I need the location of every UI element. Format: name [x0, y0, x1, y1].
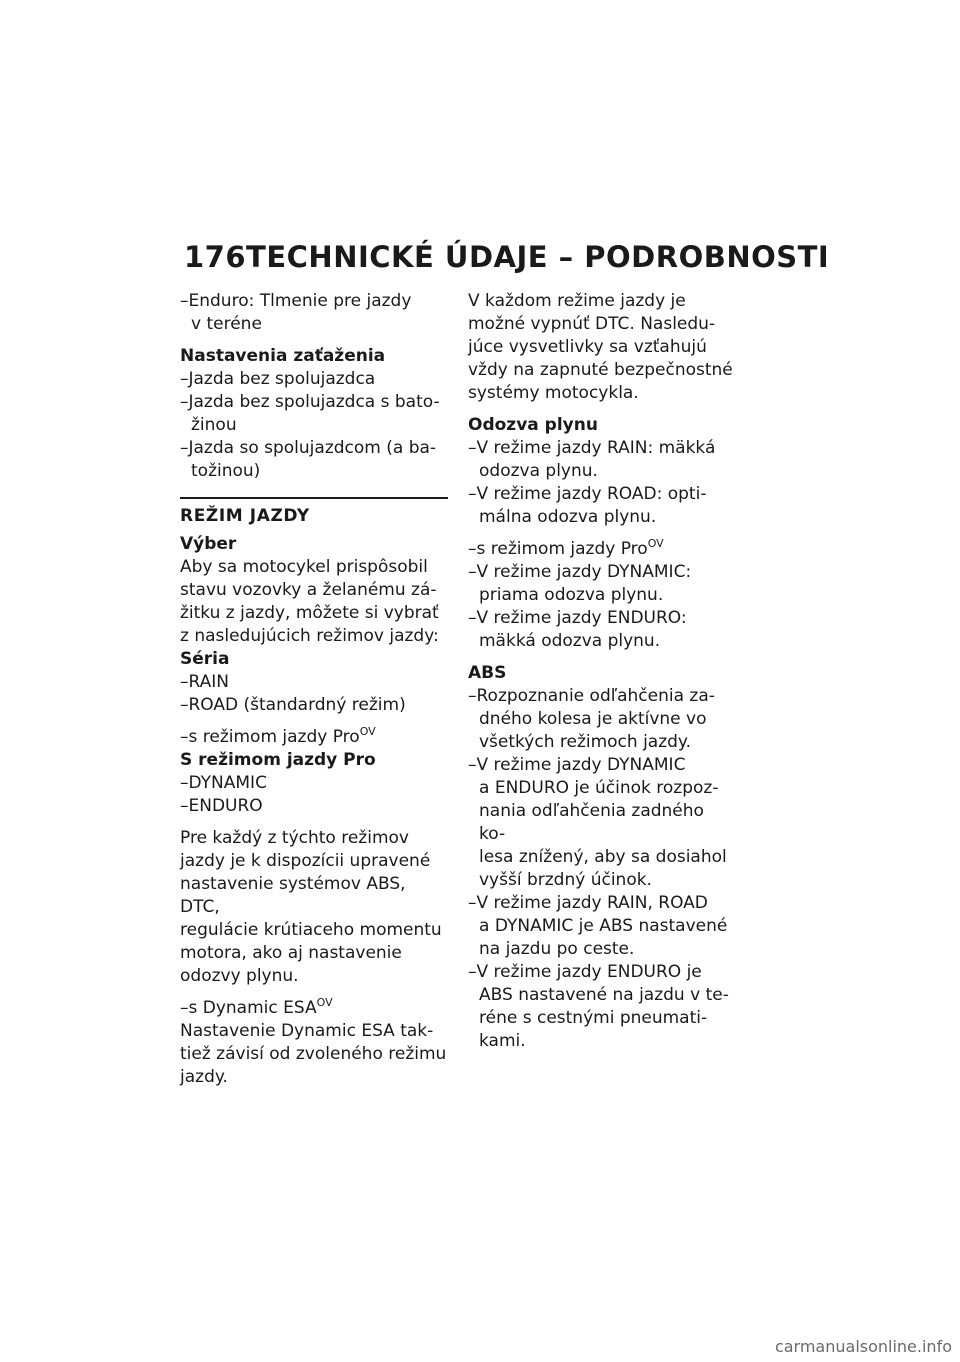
ov-superscript: OV — [359, 725, 376, 738]
throttle-item-1: –V režime jazdy RAIN: mäkká — [468, 438, 716, 458]
left-column — [180, 290, 448, 1089]
esa-note: –s Dynamic $ESA^{OV}$ — [180, 996, 333, 1018]
abs-item-1-cont: dného kolesa je aktívne vo — [479, 709, 707, 729]
pro-note-right: –s režimom jazdy Pro$^{OV}$ — [468, 537, 664, 559]
dtc-text-2: možné vypnúť DTC. Nasledu- — [468, 314, 716, 334]
load-item-3-cont: tožinou) — [191, 461, 261, 481]
section-heading: REŽIM JAZDY — [180, 506, 310, 526]
esa-text-1: Nastavenie Dynamic ESA tak- — [180, 1021, 434, 1041]
throttle-heading: Odozva plynu — [468, 415, 598, 435]
ov-superscript: OV — [647, 537, 664, 550]
dtc-text-5: systémy motocykla. — [468, 383, 639, 403]
dtc-text-3: júce vysvetlivky sa vzťahujú — [468, 337, 707, 357]
series-heading: Séria — [180, 649, 230, 669]
mode-road: –ROAD (štandardný režim) — [180, 695, 406, 715]
throttle-item-4: –V režime jazdy ENDURO: — [468, 608, 687, 628]
throttle-item-1-cont: odozva plynu. — [479, 461, 598, 481]
load-item-2-cont: žinou — [191, 415, 237, 435]
abs-item-3-cont: na jazdu po ceste. — [479, 939, 635, 959]
modes-paragraph-1: Pre každý z týchto režimov — [180, 828, 409, 848]
modes-paragraph-5: motora, ako aj nastavenie — [180, 943, 402, 963]
modes-paragraph-4: regulácie krútiaceho momentu — [180, 920, 442, 940]
mode-enduro: –ENDURO — [180, 796, 263, 816]
esa-text-3: jazdy. — [180, 1067, 228, 1087]
throttle-item-2-cont: málna odozva plynu. — [479, 507, 657, 527]
load-item-1: –Jazda bez spolujazdca — [180, 369, 376, 389]
load-heading: Nastavenia zaťaženia — [180, 346, 386, 366]
selection-text-4: z nasledujúcich režimov jazdy: — [180, 626, 439, 646]
modes-paragraph-2: jazdy je k dispozícii upravené — [180, 851, 431, 871]
selection-text-1: Aby sa motocykel prispôsobil — [180, 557, 428, 577]
abs-item-1-cont: všetkých režimoch jazdy. — [479, 732, 691, 752]
ov-superscript: OV — [316, 996, 333, 1009]
abs-item-2-cont: vyšší brzdný účinok. — [479, 870, 652, 890]
pro-heading: S režimom jazdy Pro — [180, 750, 376, 770]
right-column — [468, 290, 734, 1053]
mode-dynamic: –DYNAMIC — [180, 773, 267, 793]
abs-item-4-cont: réne s cestnými pneumati- — [479, 1008, 708, 1028]
abs-item-2: –V režime jazdy DYNAMIC — [468, 755, 686, 775]
enduro-line-cont: v teréne — [191, 314, 262, 334]
abs-item-3: –V režime jazdy RAIN, ROAD — [468, 893, 708, 913]
load-item-3: –Jazda so spolujazdcom (a ba- — [180, 438, 437, 458]
abs-item-2-cont: nania odľahčenia zadného ko- — [479, 801, 704, 844]
page-number: 176 — [184, 240, 247, 274]
abs-item-1: –Rozpoznanie odľahčenia za- — [468, 686, 715, 706]
throttle-item-2: –V režime jazdy ROAD: opti- — [468, 484, 707, 504]
abs-item-2-cont: lesa znížený, aby sa dosiahol — [479, 847, 727, 867]
dtc-text-1: V každom režime jazdy je — [468, 291, 686, 311]
modes-paragraph-6: odozvy plynu. — [180, 966, 299, 986]
pro-note: –s režimom jazdy Pro$^{OV}$ — [180, 725, 376, 747]
throttle-item-3-cont: priama odozva plynu. — [479, 585, 664, 605]
load-item-2: –Jazda bez spolujazdca s bato- — [180, 392, 440, 412]
selection-text-2: stavu vozovky a želanému zá- — [180, 580, 437, 600]
mode-rain: –RAIN — [180, 672, 229, 692]
abs-item-4-cont: kami. — [479, 1031, 526, 1051]
abs-item-2-cont: a ENDURO je účinok rozpoz- — [479, 778, 719, 798]
esa-text-2: tiež závisí od zvoleného režimu — [180, 1044, 447, 1064]
dtc-text-4: vždy na zapnuté bezpečnostné — [468, 360, 733, 380]
throttle-item-4-cont: mäkká odozva plynu. — [479, 631, 661, 651]
page-title: TECHNICKÉ ÚDAJE – PODROBNOSTI — [246, 240, 830, 274]
abs-item-4-cont: ABS nastavené na jazdu v te- — [479, 985, 729, 1005]
section-divider — [180, 497, 448, 499]
selection-heading: Výber — [180, 534, 237, 554]
abs-item-4: –V režime jazdy ENDURO je — [468, 962, 702, 982]
selection-text-3: žitku z jazdy, môžete si vybrať — [180, 603, 439, 623]
page-header — [184, 240, 830, 274]
abs-heading: ABS — [468, 663, 507, 683]
abs-item-3-cont: a DYNAMIC je ABS nastavené — [479, 916, 728, 936]
throttle-item-3: –V režime jazdy DYNAMIC: — [468, 562, 692, 582]
watermark-link[interactable]: carmanualsonline.info — [774, 1337, 952, 1356]
enduro-line: –Enduro: Tlmenie pre jazdy — [180, 291, 412, 311]
modes-paragraph-3: nastavenie systémov ABS, DTC, — [180, 874, 406, 917]
